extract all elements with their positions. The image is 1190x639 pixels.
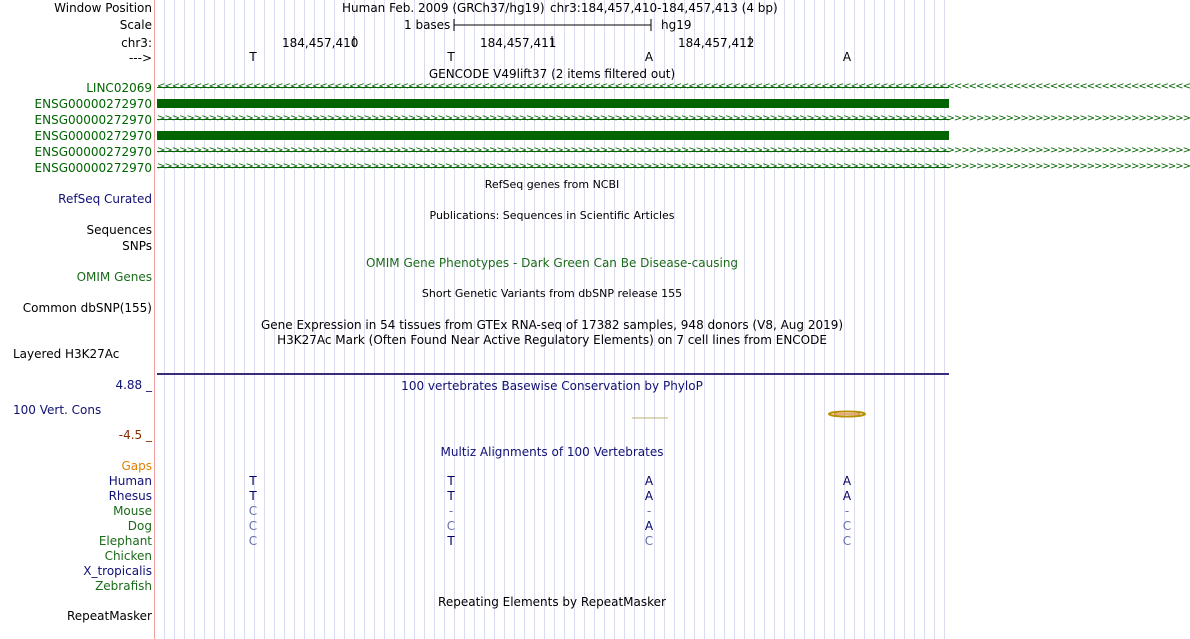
species-label[interactable]: Mouse — [113, 504, 152, 518]
gene-track-label[interactable]: ENSG00000272970 — [34, 161, 152, 175]
gene-exon-bar[interactable] — [157, 131, 949, 140]
species-label[interactable]: X_tropicalis — [83, 564, 152, 578]
aligned-base: C — [248, 504, 258, 518]
ref-base: A — [644, 50, 654, 64]
gene-intron-line[interactable] — [157, 161, 1190, 173]
gene-track-label[interactable]: ENSG00000272970 — [34, 97, 152, 111]
aligned-base: C — [248, 534, 258, 548]
omim-track-title: OMIM Gene Phenotypes - Dark Green Can Be Disease-causing — [365, 256, 739, 270]
coord-tick-label: 184,457,412 — [678, 36, 755, 50]
omim-track-label[interactable]: OMIM Genes — [76, 270, 152, 284]
strand-arrows: >>>>>>>>>>>>>>>>>>>>>>>>>>>>>>>>>>>>>>>>>>>>>>>>>>>>>>>>>>>>>>>>>>>>>>>>>>>>>>>>>>>>>>>>>>>>>>>>>>>>>>>>>>>>>>>>>>>>>>>>>>>>>>>>>>>>>>>>>>>> — [157, 161, 1190, 172]
h3k27ac-track-label[interactable]: Layered H3K27Ac — [13, 347, 120, 361]
phylop-signal — [620, 405, 880, 423]
gene-track-label[interactable]: ENSG00000272970 — [34, 145, 152, 159]
snps-track-label[interactable]: SNPs — [122, 239, 152, 253]
label-column-separator — [154, 0, 155, 639]
aligned-base: A — [842, 489, 852, 503]
gene-exon-bar[interactable] — [157, 99, 949, 108]
h3k27ac-signal-line — [157, 373, 949, 375]
refseq-track-title: RefSeq genes from NCBI — [484, 178, 620, 191]
position-title: chr3:184,457,410-184,457,413 (4 bp) — [550, 1, 778, 15]
gencode-track-title: GENCODE V49lift37 (2 items filtered out) — [428, 67, 676, 81]
scale-text: 1 bases — [404, 18, 451, 32]
gene-track-label[interactable]: ENSG00000272970 — [34, 129, 152, 143]
multiz-track-title: Multiz Alignments of 100 Vertebrates — [440, 445, 664, 459]
scale-bar — [450, 17, 660, 33]
repeatmasker-track-label[interactable]: RepeatMasker — [66, 609, 152, 623]
aligned-base: - — [448, 504, 454, 518]
ref-base: T — [447, 50, 455, 64]
gene-track-label[interactable]: LINC02069 — [86, 81, 152, 95]
dbsnp-track-title: Short Genetic Variants from dbSNP release 155 — [421, 287, 683, 300]
assembly-title: Human Feb. 2009 (GRCh37/hg19) — [342, 1, 545, 15]
species-label[interactable]: Human — [108, 474, 152, 488]
species-label[interactable]: Rhesus — [108, 489, 152, 503]
sequences-track-label[interactable]: Sequences — [86, 223, 152, 237]
aligned-base: C — [446, 519, 456, 533]
gene-intron-line[interactable] — [157, 81, 1190, 93]
h3k27ac-track-title: H3K27Ac Mark (Often Found Near Active Regulatory Elements) on 7 cell lines from ENCODE — [277, 333, 827, 347]
aligned-base: T — [249, 489, 257, 503]
gene-track-label[interactable]: ENSG00000272970 — [34, 113, 152, 127]
species-label[interactable]: Dog — [127, 519, 152, 533]
aligned-base: A — [644, 519, 654, 533]
gtex-track-title: Gene Expression in 54 tissues from GTEx RNA-seq of 17382 samples, 948 donors (V8, Aug 2019) — [260, 318, 844, 332]
aligned-base: - — [844, 504, 850, 518]
aligned-base: T — [249, 474, 257, 488]
repeatmasker-track-title: Repeating Elements by RepeatMasker — [438, 595, 666, 609]
species-label[interactable]: Chicken — [104, 549, 152, 563]
dbsnp-track-label[interactable]: Common dbSNP(155) — [22, 301, 152, 315]
aligned-base: - — [646, 504, 652, 518]
cons-max-label: 4.88 _ — [115, 378, 152, 392]
species-label[interactable]: Elephant — [98, 534, 152, 548]
strand-arrows: >>>>>>>>>>>>>>>>>>>>>>>>>>>>>>>>>>>>>>>>>>>>>>>>>>>>>>>>>>>>>>>>>>>>>>>>>>>>>>>>>>>>>>>>>>>>>>>>>>>>>>>>>>>>>>>>>>>>>>>>>>>>>>>>>>>>>>>>>>>> — [157, 113, 1190, 124]
gaps-label: Gaps — [121, 459, 152, 473]
aligned-base: C — [842, 534, 852, 548]
cons-track-label[interactable]: 100 Vert. Cons — [13, 403, 102, 417]
gene-intron-line[interactable] — [157, 145, 1190, 157]
aligned-base: A — [644, 489, 654, 503]
window-position-label: Window Position — [54, 1, 152, 15]
aligned-base: A — [842, 474, 852, 488]
refseq-track-label[interactable]: RefSeq Curated — [58, 192, 152, 206]
gene-intron-line[interactable] — [157, 113, 1190, 125]
coord-tick-label: 184,457,410 — [282, 36, 359, 50]
aligned-base: T — [447, 489, 455, 503]
aligned-base: A — [644, 474, 654, 488]
aligned-base: T — [447, 534, 455, 548]
phylop-track-title: 100 vertebrates Basewise Conservation by PhyloP — [401, 379, 703, 393]
coord-tick-label: 184,457,411 — [480, 36, 557, 50]
strand-label: ---> — [128, 51, 152, 65]
publications-track-title: Publications: Sequences in Scientific Articles — [429, 209, 675, 222]
strand-arrows: <<<<<<<<<<<<<<<<<<<<<<<<<<<<<<<<<<<<<<<<<<<<<<<<<<<<<<<<<<<<<<<<<<<<<<<<<<<<<<<<<<<<<<<<<<<<<<<<<<<<<<<<<<<<<<<<<<<<<<<<<<<<<<<<<<<<<<<<<<<< — [157, 81, 1190, 92]
species-label[interactable]: Zebrafish — [95, 579, 152, 593]
aligned-base: C — [842, 519, 852, 533]
chrom-label: chr3: — [121, 36, 152, 50]
aligned-base: C — [248, 519, 258, 533]
aligned-base: C — [644, 534, 654, 548]
coord-ticks — [352, 35, 754, 49]
strand-arrows: >>>>>>>>>>>>>>>>>>>>>>>>>>>>>>>>>>>>>>>>>>>>>>>>>>>>>>>>>>>>>>>>>>>>>>>>>>>>>>>>>>>>>>>>>>>>>>>>>>>>>>>>>>>>>>>>>>>>>>>>>>>>>>>>>>>>>>>>>>>> — [157, 145, 1190, 156]
scale-label: Scale — [119, 18, 152, 32]
scale-assembly: hg19 — [661, 18, 692, 32]
ref-base: A — [842, 50, 852, 64]
aligned-base: T — [447, 474, 455, 488]
cons-min-label: -4.5 _ — [118, 428, 152, 442]
ref-base: T — [249, 50, 257, 64]
